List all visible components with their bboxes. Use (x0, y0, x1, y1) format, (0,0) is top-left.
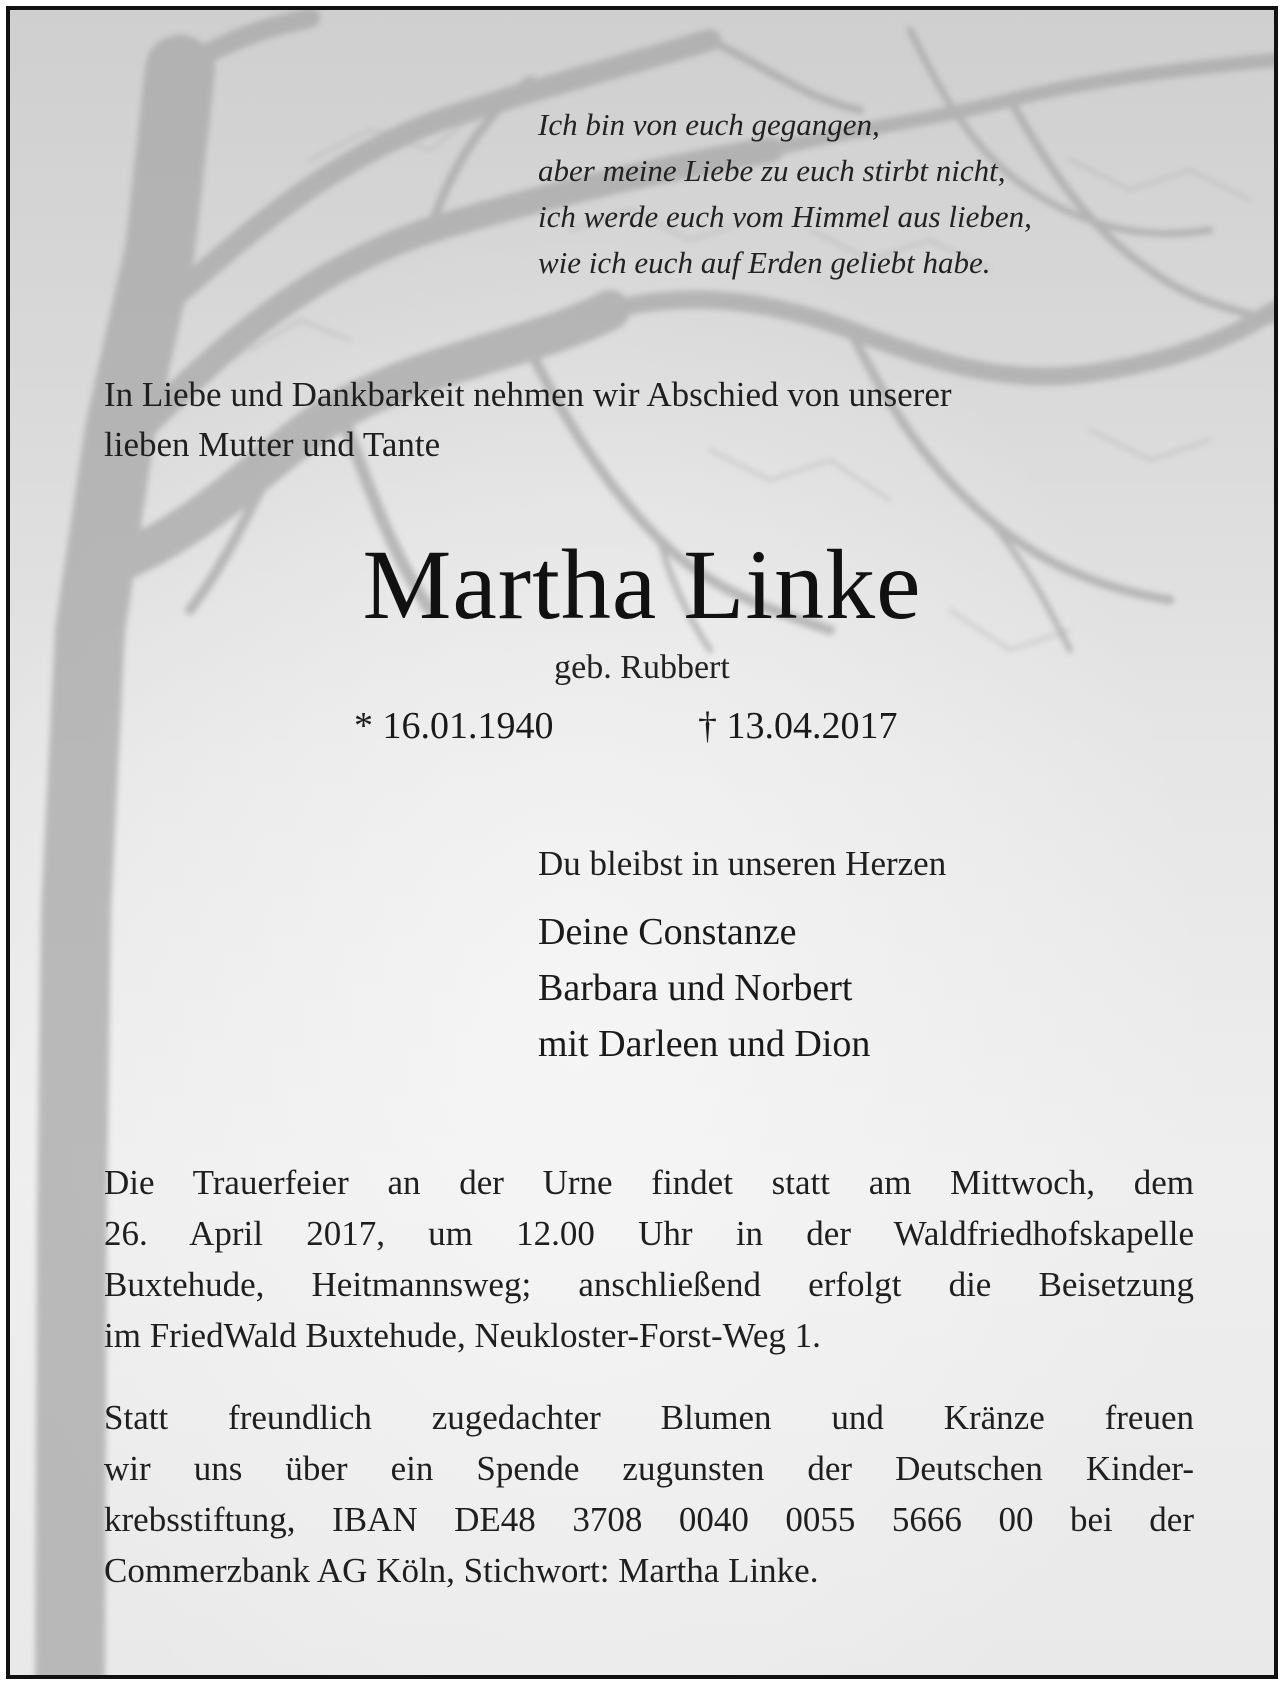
signers (538, 904, 870, 1072)
service-paragraph (104, 1157, 1194, 1361)
paragraph-line: Commerzbank AG Köln, Stichwort: Martha Linke. (104, 1551, 819, 1590)
intro-line: lieben Mutter und Tante (104, 425, 441, 464)
birth-date: * 16.01.1940 (354, 705, 554, 747)
intro-line: In Liebe und Dankbarkeit nehmen wir Abschied von unserer (104, 375, 952, 414)
signer: mit Darleen und Dion (538, 1023, 871, 1065)
tagline: Du bleibst in unseren Herzen (538, 844, 947, 883)
deceased-name: Martha Linke (362, 529, 922, 640)
paragraph-line: krebsstiftung, IBAN DE48 3708 0040 0055 5666 00 bei der (104, 1500, 1194, 1539)
death-date: † 13.04.2017 (698, 705, 898, 747)
paragraph-line: Buxtehude, Heitmannsweg; anschließend erfolgt die Beisetzung (104, 1265, 1194, 1304)
paragraph-line: Die Trauerfeier an der Urne findet statt am Mittwoch, dem (104, 1163, 1194, 1202)
poem-line: wie ich euch auf Erden geliebt habe. (538, 245, 991, 280)
paragraph-line: wir uns über ein Spende zugunsten der Deutschen Kinder- (104, 1449, 1194, 1488)
paragraph-line: 26. April 2017, um 12.00 Uhr in der Waldfriedhofskapelle (104, 1214, 1194, 1253)
obituary-notice (6, 6, 1278, 1679)
poem (538, 102, 1032, 286)
signer: Deine Constanze (538, 911, 797, 953)
poem-line: Ich bin von euch gegangen, (538, 107, 880, 142)
paragraph-line: im FriedWald Buxtehude, Neukloster-Forst-Weg 1. (104, 1316, 821, 1355)
maiden-name: geb. Rubbert (554, 649, 730, 686)
poem-line: ich werde euch vom Himmel aus lieben, (538, 199, 1032, 234)
poem-line: aber meine Liebe zu euch stirbt nicht, (538, 153, 1006, 188)
paragraph-line: Statt freundlich zugedachter Blumen und Kränze freuen (104, 1398, 1194, 1437)
signer: Barbara und Norbert (538, 967, 853, 1009)
intro-text (104, 370, 1194, 470)
donation-paragraph (104, 1392, 1194, 1596)
